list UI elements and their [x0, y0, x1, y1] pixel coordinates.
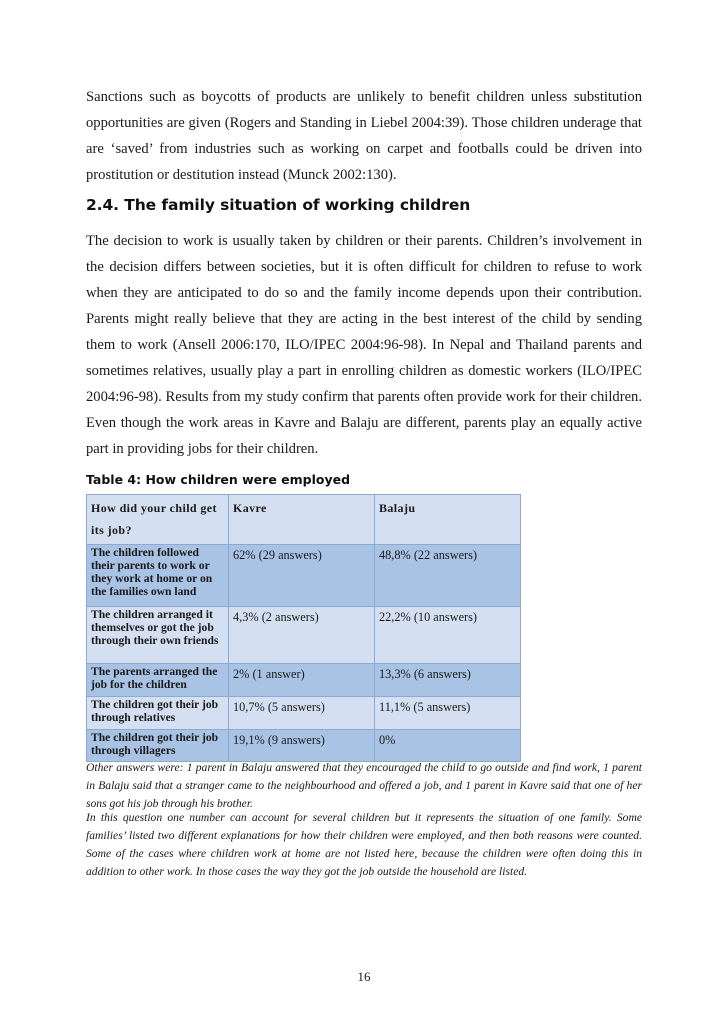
cell-balaju: 11,1% (5 answers) [375, 697, 521, 730]
row-label: The parents arranged the job for the children [87, 664, 229, 697]
header-question: How did your child get its job? [87, 495, 229, 545]
paragraph-sanctions: Sanctions such as boycotts of products are unlikely to benefit children unless substitution opportunities are given (Rogers and Standing in Liebel 2004:39). Those children underage that are ‘saved’ from industries such as working on carpet and footballs could be driven into prostitution or destitution instead (Munck 2002:130). [86, 89, 642, 183]
cell-kavre: 10,7% (5 answers) [229, 697, 375, 730]
cell-kavre: 2% (1 answer) [229, 664, 375, 697]
row-label: The children followed their parents to work or they work at home or on the families own land [87, 545, 229, 607]
employment-table [86, 494, 521, 762]
row-label: The children got their job through villagers [87, 730, 229, 762]
table-row [87, 545, 521, 607]
table-note-other-answers: Other answers were: 1 parent in Balaju answered that they encouraged the child to go outside and find work, 1 parent in Balaju said that a stranger came to the neighbourhood and offered a job, and 1 parent in Kavre said that one of her sons got his job through his brother. [86, 761, 642, 810]
cell-kavre: 19,1% (9 answers) [229, 730, 375, 762]
cell-balaju: 48,8% (22 answers) [375, 545, 521, 607]
table-row [87, 697, 521, 730]
table-row [87, 664, 521, 697]
cell-balaju: 13,3% (6 answers) [375, 664, 521, 697]
table-row [87, 607, 521, 664]
page-number: 16 [357, 969, 371, 984]
header-kavre: Kavre [229, 495, 375, 545]
cell-balaju: 22,2% (10 answers) [375, 607, 521, 664]
table-header-row [87, 495, 521, 545]
cell-balaju: 0% [375, 730, 521, 762]
row-label: The children arranged it themselves or got the job through their own friends [87, 607, 229, 664]
table-row [87, 730, 521, 762]
row-label: The children got their job through relatives [87, 697, 229, 730]
cell-kavre: 62% (29 answers) [229, 545, 375, 607]
table-title: Table 4: How children were employed [86, 472, 351, 487]
cell-kavre: 4,3% (2 answers) [229, 607, 375, 664]
paragraph-family-situation: The decision to work is usually taken by children or their parents. Children’s involvement in the decision differs between societies, but it is often difficult for children to refuse to work when they are anticipated to do so and the family income depends upon their contribution. Parents might really believe that they are acting in the best interest of the child by sending them to work (Ansell 2006:170, ILO/IPEC 2004:96-98). In Nepal and Thailand parents and sometimes relatives, usually play a part in enrolling children as domestic workers (ILO/IPEC 2004:96-98). Results from my study confirm that parents often provide work for their children. Even though the work areas in Kavre and Balaju are different, parents play an equally active part in providing jobs for their children. [86, 233, 642, 457]
header-balaju: Balaju [375, 495, 521, 545]
table-note-methodology: In this question one number can account for several children but it represents the situation of one family. Some families’ listed two different explanations for how their children were employed, and then both reasons were counted. Some of the cases where children work at home are not listed here, because the children were often doing this in addition to other work. In those cases the way they got the job outside the household are listed. [86, 811, 642, 878]
section-heading: 2.4. The family situation of working children [86, 196, 471, 214]
